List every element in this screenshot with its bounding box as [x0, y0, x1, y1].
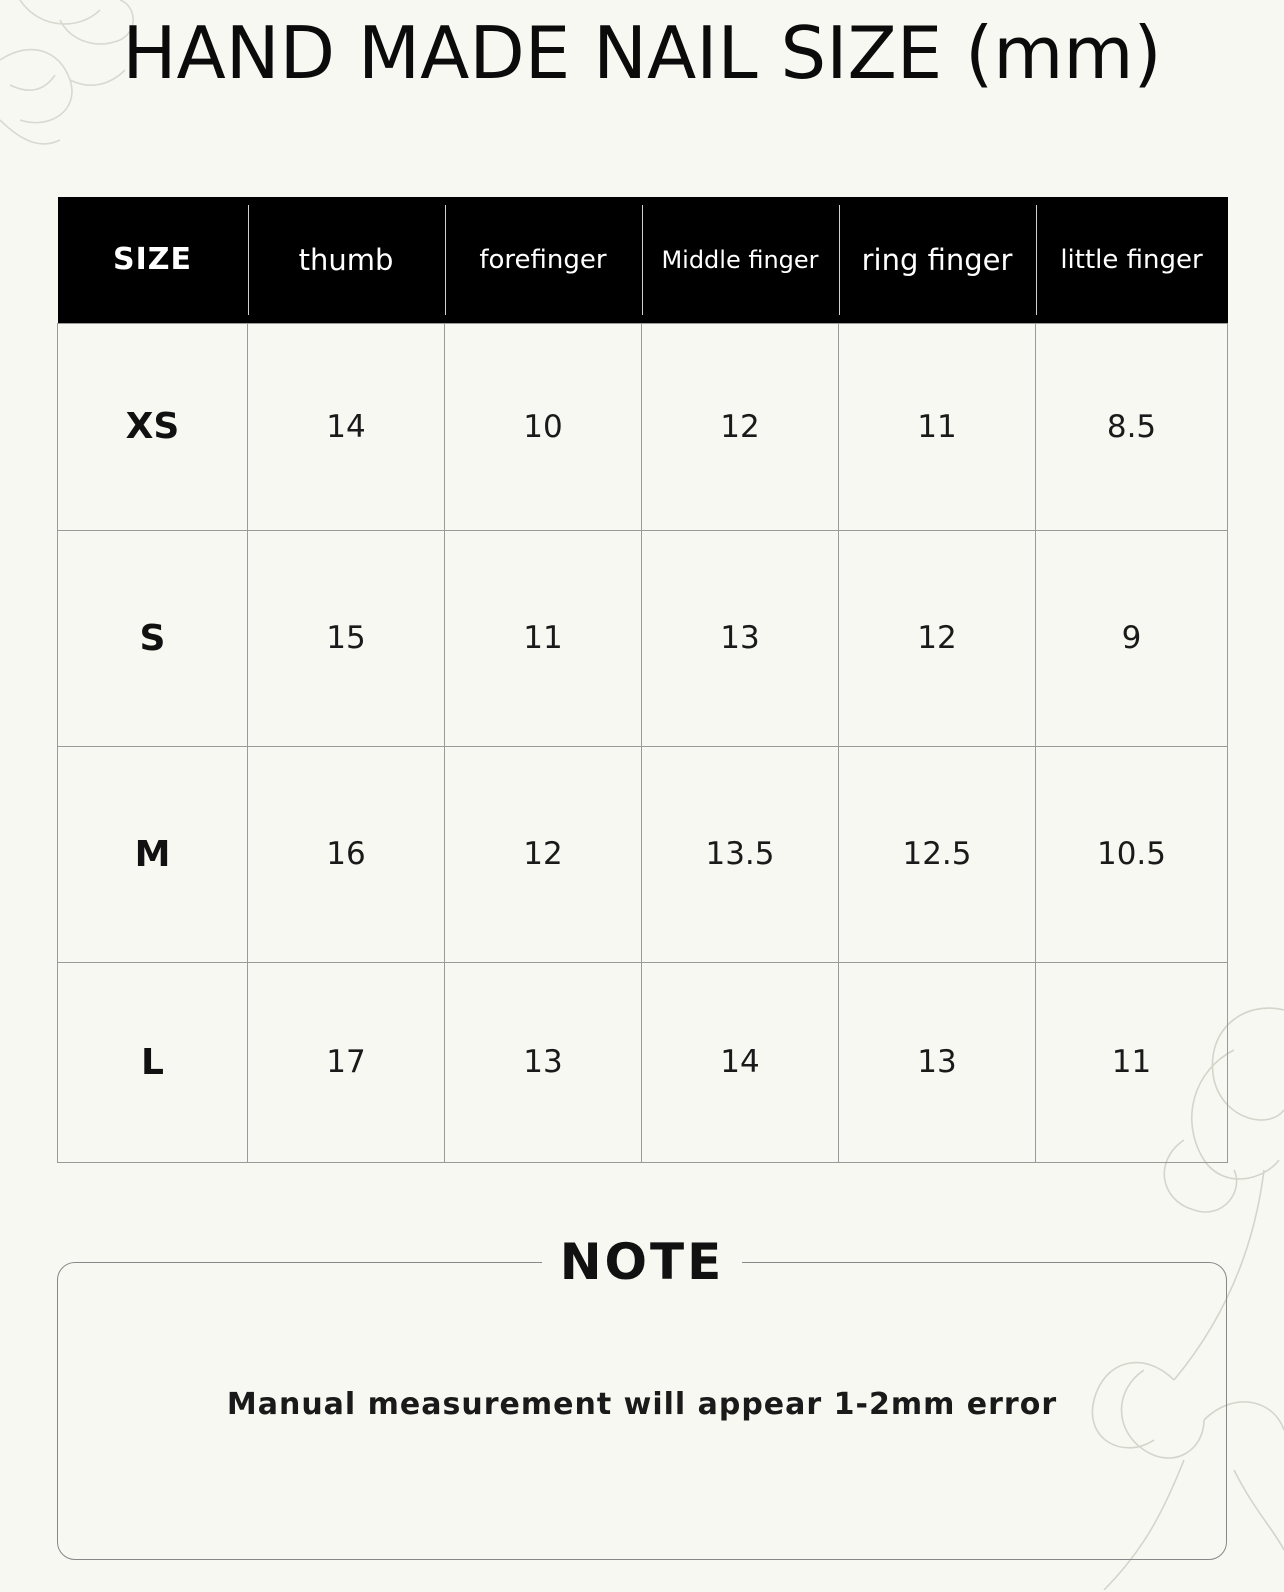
table-row: [58, 962, 1228, 1162]
note-text: Manual measurement will appear 1-2mm error: [226, 1387, 1058, 1422]
size-label-cell: M: [58, 746, 248, 962]
table-cell: 9: [1036, 530, 1228, 746]
table-cell: 13.5: [642, 746, 839, 962]
page-title: HAND MADE NAIL SIZE (mm): [122, 11, 1162, 95]
column-header-middle-finger: Middle finger: [642, 197, 839, 323]
nail-size-table: [57, 197, 1228, 1163]
column-header-forefinger: forefinger: [445, 197, 642, 323]
table-cell: 11: [839, 323, 1036, 530]
table-cell: 13: [839, 962, 1036, 1162]
table-row: [58, 530, 1228, 746]
table-cell: 10: [445, 323, 642, 530]
table-cell: 10.5: [1036, 746, 1228, 962]
table-cell: 14: [248, 323, 445, 530]
table-cell: 16: [248, 746, 445, 962]
table-cell: 11: [445, 530, 642, 746]
table-cell: 15: [248, 530, 445, 746]
column-header-ring-finger: ring finger: [839, 197, 1036, 323]
table-cell: 13: [642, 530, 839, 746]
column-header-size: SIZE: [112, 242, 192, 278]
size-label-cell: S: [58, 530, 248, 746]
table-cell: 13: [445, 962, 642, 1162]
table-cell: 8.5: [1036, 323, 1228, 530]
table-row: [58, 323, 1228, 530]
table-cell: 11: [1036, 962, 1228, 1162]
note-title: NOTE: [542, 1232, 742, 1292]
table-cell: 12: [445, 746, 642, 962]
column-header-little-finger: little finger: [1036, 197, 1228, 323]
size-label-cell: L: [58, 962, 248, 1162]
table-header-row: [58, 197, 1228, 323]
table-cell: 12: [642, 323, 839, 530]
table-cell: 17: [248, 962, 445, 1162]
table-cell: 12.5: [839, 746, 1036, 962]
table-cell: 12: [839, 530, 1036, 746]
column-header-thumb: thumb: [248, 197, 445, 323]
table-cell: 14: [642, 962, 839, 1162]
table-row: [58, 746, 1228, 962]
size-label-cell: XS: [58, 323, 248, 530]
